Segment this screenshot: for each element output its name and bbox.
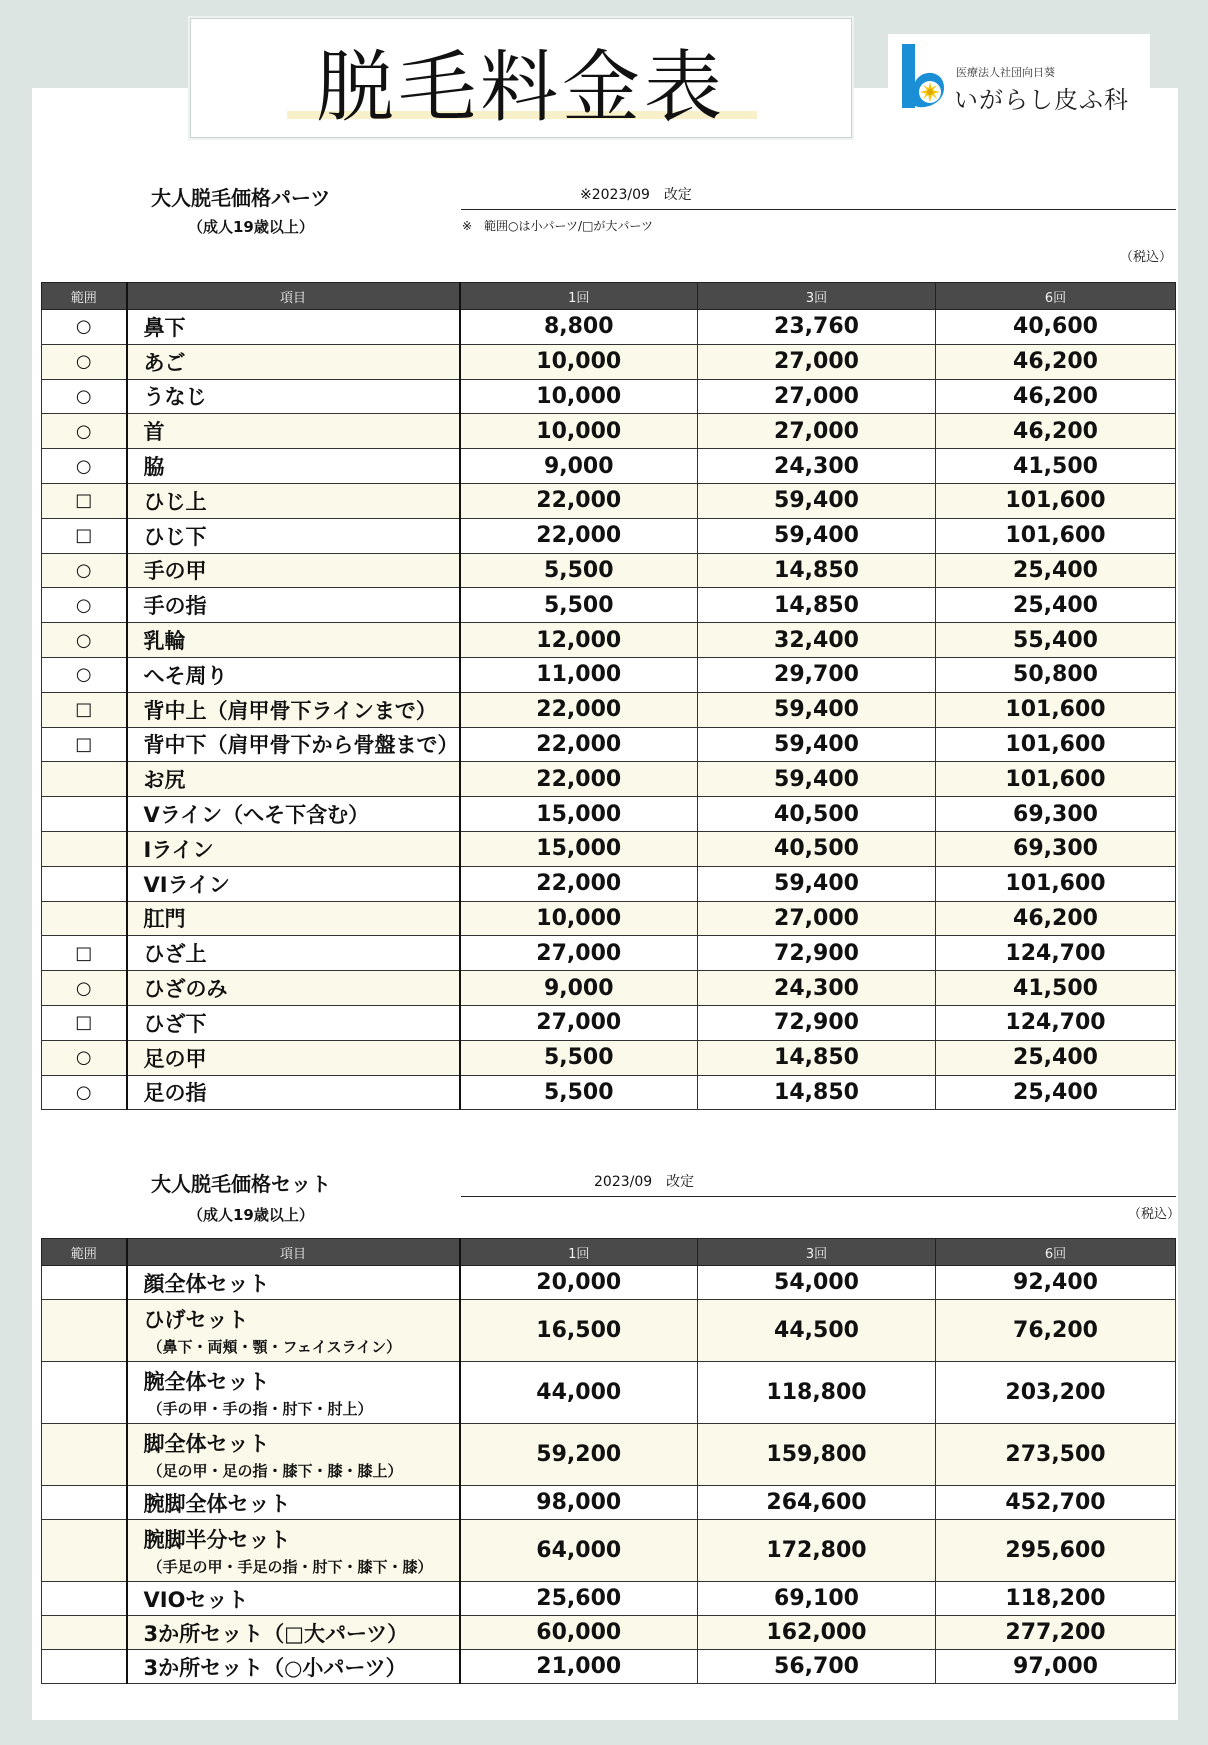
table-row xyxy=(42,449,1176,484)
set-name-cell xyxy=(127,1362,460,1424)
price-1-time: 20,000 xyxy=(460,1266,698,1300)
sets-section-subtitle: （成人19歳以上） xyxy=(188,1206,314,1224)
item-name-cell: 脇 xyxy=(127,449,460,484)
set-name: 腕脚半分セット xyxy=(143,1528,291,1552)
table-row xyxy=(42,518,1176,553)
logo-name: いがらし皮ふ科 xyxy=(954,86,1129,114)
price-6-times: 46,200 xyxy=(936,414,1176,449)
set-name: VIOセット xyxy=(143,1587,249,1612)
price-1-time: 98,000 xyxy=(460,1486,698,1520)
range-cell: ○ xyxy=(42,588,127,623)
price-6-times: 101,600 xyxy=(936,483,1176,518)
set-name-cell xyxy=(127,1300,460,1362)
price-3-times: 14,850 xyxy=(698,1040,936,1075)
price-6-times: 25,400 xyxy=(936,1075,1176,1110)
set-name: 顔全体セット xyxy=(143,1271,270,1296)
parts-price-table xyxy=(41,282,1176,1110)
set-detail: （手の甲・手の指・肘下・肘上） xyxy=(147,1400,373,1418)
item-name-cell: 手の甲 xyxy=(127,553,460,588)
set-detail: （手足の甲・手足の指・肘下・膝下・膝） xyxy=(147,1558,433,1576)
set-name: 腕全体セット xyxy=(143,1370,270,1394)
range-cell: ○ xyxy=(42,379,127,414)
price-6-times: 101,600 xyxy=(936,762,1176,797)
price-1-time: 12,000 xyxy=(460,623,698,658)
table-row xyxy=(42,727,1176,762)
range-cell: □ xyxy=(42,483,127,518)
table-row xyxy=(42,657,1176,692)
header-6-times: 6回 xyxy=(936,1239,1176,1266)
price-3-times: 56,700 xyxy=(698,1650,936,1684)
parts-revised-date: ※2023/09 改定 xyxy=(580,187,692,203)
set-name: 3か所セット（○小パーツ） xyxy=(143,1655,407,1680)
sunflower-b-logo-icon xyxy=(900,42,952,112)
price-1-time: 44,000 xyxy=(460,1362,698,1424)
price-3-times: 27,000 xyxy=(698,901,936,936)
price-1-time: 22,000 xyxy=(460,727,698,762)
range-cell xyxy=(42,1582,127,1616)
parts-divider xyxy=(461,209,1176,210)
clinic-logo xyxy=(888,34,1150,116)
range-cell: ○ xyxy=(42,1075,127,1110)
price-1-time: 9,000 xyxy=(460,971,698,1006)
page-title: 脱毛料金表 xyxy=(315,43,726,133)
item-name-cell: VIライン xyxy=(127,866,460,901)
price-6-times: 50,800 xyxy=(936,657,1176,692)
table-row xyxy=(42,1266,1176,1300)
parts-range-note: ※ 範囲○は小パーツ/□が大パーツ xyxy=(462,219,653,233)
range-cell: ○ xyxy=(42,623,127,658)
sets-tax-note: （税込） xyxy=(1128,1207,1181,1222)
price-6-times: 25,400 xyxy=(936,588,1176,623)
table-row xyxy=(42,797,1176,832)
price-3-times: 27,000 xyxy=(698,344,936,379)
item-name-cell: 背中上（肩甲骨下ラインまで） xyxy=(127,692,460,727)
price-3-times: 159,800 xyxy=(698,1424,936,1486)
range-cell: ○ xyxy=(42,449,127,484)
price-1-time: 64,000 xyxy=(460,1520,698,1582)
price-6-times: 203,200 xyxy=(936,1362,1176,1424)
price-3-times: 59,400 xyxy=(698,727,936,762)
price-6-times: 124,700 xyxy=(936,936,1176,971)
header-3-times: 3回 xyxy=(698,283,936,310)
set-name-cell xyxy=(127,1616,460,1650)
price-3-times: 72,900 xyxy=(698,1005,936,1040)
price-1-time: 5,500 xyxy=(460,588,698,623)
range-cell xyxy=(42,797,127,832)
price-3-times: 24,300 xyxy=(698,449,936,484)
price-1-time: 27,000 xyxy=(460,936,698,971)
range-cell: □ xyxy=(42,518,127,553)
price-3-times: 264,600 xyxy=(698,1486,936,1520)
table-row xyxy=(42,1486,1176,1520)
price-1-time: 9,000 xyxy=(460,449,698,484)
price-1-time: 22,000 xyxy=(460,692,698,727)
table-row xyxy=(42,623,1176,658)
item-name-cell: Iライン xyxy=(127,831,460,866)
price-1-time: 59,200 xyxy=(460,1424,698,1486)
price-1-time: 10,000 xyxy=(460,344,698,379)
price-3-times: 59,400 xyxy=(698,692,936,727)
table-row xyxy=(42,1650,1176,1684)
item-name-cell: 足の指 xyxy=(127,1075,460,1110)
sets-section-title: 大人脱毛価格セット xyxy=(151,1172,331,1196)
price-6-times: 273,500 xyxy=(936,1424,1176,1486)
header-6-times: 6回 xyxy=(936,283,1176,310)
price-1-time: 5,500 xyxy=(460,553,698,588)
item-name-cell: 足の甲 xyxy=(127,1040,460,1075)
price-1-time: 60,000 xyxy=(460,1616,698,1650)
price-3-times: 29,700 xyxy=(698,657,936,692)
parts-section-subtitle: （成人19歳以上） xyxy=(188,218,314,236)
range-cell xyxy=(42,1300,127,1362)
item-name-cell: 手の指 xyxy=(127,588,460,623)
range-cell: ○ xyxy=(42,344,127,379)
price-3-times: 118,800 xyxy=(698,1362,936,1424)
price-1-time: 5,500 xyxy=(460,1040,698,1075)
item-name-cell: ひじ上 xyxy=(127,483,460,518)
range-cell xyxy=(42,1266,127,1300)
price-3-times: 59,400 xyxy=(698,866,936,901)
table-row xyxy=(42,1362,1176,1424)
set-name-cell xyxy=(127,1582,460,1616)
price-6-times: 118,200 xyxy=(936,1582,1176,1616)
price-6-times: 124,700 xyxy=(936,1005,1176,1040)
sets-price-table xyxy=(41,1238,1176,1684)
item-name-cell: 鼻下 xyxy=(127,310,460,345)
sets-divider xyxy=(461,1196,1176,1197)
set-detail: （鼻下・両頬・顎・フェイスライン） xyxy=(147,1338,402,1356)
range-cell xyxy=(42,831,127,866)
price-6-times: 55,400 xyxy=(936,623,1176,658)
table-row xyxy=(42,936,1176,971)
price-1-time: 16,500 xyxy=(460,1300,698,1362)
price-3-times: 14,850 xyxy=(698,588,936,623)
range-cell xyxy=(42,1486,127,1520)
price-6-times: 41,500 xyxy=(936,971,1176,1006)
table-row xyxy=(42,866,1176,901)
table-header-row xyxy=(42,283,1176,310)
price-1-time: 22,000 xyxy=(460,518,698,553)
range-cell: ○ xyxy=(42,414,127,449)
table-row xyxy=(42,692,1176,727)
price-3-times: 27,000 xyxy=(698,414,936,449)
item-name-cell: 乳輪 xyxy=(127,623,460,658)
price-6-times: 101,600 xyxy=(936,692,1176,727)
table-row xyxy=(42,1582,1176,1616)
price-6-times: 101,600 xyxy=(936,727,1176,762)
price-1-time: 22,000 xyxy=(460,483,698,518)
item-name-cell: うなじ xyxy=(127,379,460,414)
item-name-cell: 背中下（肩甲骨下から骨盤まで） xyxy=(127,727,460,762)
set-name-cell xyxy=(127,1266,460,1300)
table-row xyxy=(42,1520,1176,1582)
price-3-times: 59,400 xyxy=(698,762,936,797)
price-6-times: 41,500 xyxy=(936,449,1176,484)
price-1-time: 27,000 xyxy=(460,1005,698,1040)
price-6-times: 69,300 xyxy=(936,797,1176,832)
price-3-times: 40,500 xyxy=(698,831,936,866)
range-cell xyxy=(42,901,127,936)
table-row xyxy=(42,831,1176,866)
header-item: 項目 xyxy=(127,1239,460,1266)
logo-subtitle: 医療法人社団向日葵 xyxy=(956,66,1055,79)
set-name: 腕脚全体セット xyxy=(143,1491,291,1516)
table-header-row xyxy=(42,1239,1176,1266)
price-6-times: 101,600 xyxy=(936,866,1176,901)
item-name-cell: あご xyxy=(127,344,460,379)
price-3-times: 172,800 xyxy=(698,1520,936,1582)
price-6-times: 46,200 xyxy=(936,901,1176,936)
range-cell: □ xyxy=(42,692,127,727)
table-row xyxy=(42,1424,1176,1486)
set-name: ひげセット xyxy=(143,1308,249,1332)
set-name-cell xyxy=(127,1650,460,1684)
price-3-times: 54,000 xyxy=(698,1266,936,1300)
price-6-times: 25,400 xyxy=(936,553,1176,588)
range-cell xyxy=(42,1424,127,1486)
price-3-times: 14,850 xyxy=(698,1075,936,1110)
range-cell: ○ xyxy=(42,553,127,588)
range-cell xyxy=(42,1520,127,1582)
header-range: 範囲 xyxy=(42,283,127,310)
table-row xyxy=(42,762,1176,797)
price-3-times: 59,400 xyxy=(698,518,936,553)
range-cell: □ xyxy=(42,1005,127,1040)
range-cell xyxy=(42,866,127,901)
item-name-cell: ひざ下 xyxy=(127,1005,460,1040)
table-row xyxy=(42,1616,1176,1650)
price-6-times: 277,200 xyxy=(936,1616,1176,1650)
price-1-time: 15,000 xyxy=(460,831,698,866)
parts-tax-note: （税込） xyxy=(1120,250,1173,265)
price-1-time: 10,000 xyxy=(460,379,698,414)
price-6-times: 452,700 xyxy=(936,1486,1176,1520)
range-cell xyxy=(42,762,127,797)
table-row xyxy=(42,971,1176,1006)
set-detail: （足の甲・足の指・膝下・膝・膝上） xyxy=(147,1462,403,1480)
price-3-times: 14,850 xyxy=(698,553,936,588)
price-1-time: 22,000 xyxy=(460,866,698,901)
table-row xyxy=(42,588,1176,623)
range-cell: ○ xyxy=(42,657,127,692)
price-3-times: 162,000 xyxy=(698,1616,936,1650)
title-box xyxy=(190,18,852,138)
price-6-times: 46,200 xyxy=(936,344,1176,379)
price-6-times: 40,600 xyxy=(936,310,1176,345)
price-3-times: 23,760 xyxy=(698,310,936,345)
price-6-times: 46,200 xyxy=(936,379,1176,414)
table-row xyxy=(42,1005,1176,1040)
price-6-times: 69,300 xyxy=(936,831,1176,866)
header-3-times: 3回 xyxy=(698,1239,936,1266)
table-row xyxy=(42,310,1176,345)
price-3-times: 27,000 xyxy=(698,379,936,414)
item-name-cell: へそ周り xyxy=(127,657,460,692)
item-name-cell: ひざのみ xyxy=(127,971,460,1006)
table-row xyxy=(42,1040,1176,1075)
price-6-times: 25,400 xyxy=(936,1040,1176,1075)
header-range: 範囲 xyxy=(42,1239,127,1266)
item-name-cell: Vライン（へそ下含む） xyxy=(127,797,460,832)
price-1-time: 5,500 xyxy=(460,1075,698,1110)
table-row xyxy=(42,1300,1176,1362)
price-6-times: 76,200 xyxy=(936,1300,1176,1362)
price-6-times: 101,600 xyxy=(936,518,1176,553)
item-name-cell: 首 xyxy=(127,414,460,449)
table-row xyxy=(42,483,1176,518)
range-cell xyxy=(42,1650,127,1684)
sets-revised-date: 2023/09 改定 xyxy=(594,1174,695,1190)
price-3-times: 24,300 xyxy=(698,971,936,1006)
parts-section-title: 大人脱毛価格パーツ xyxy=(151,186,331,210)
set-name: 脚全体セット xyxy=(143,1432,270,1456)
price-1-time: 10,000 xyxy=(460,901,698,936)
range-cell: □ xyxy=(42,936,127,971)
table-row xyxy=(42,379,1176,414)
header-1-time: 1回 xyxy=(460,1239,698,1266)
table-row xyxy=(42,414,1176,449)
item-name-cell: ひじ下 xyxy=(127,518,460,553)
range-cell xyxy=(42,1616,127,1650)
item-name-cell: 肛門 xyxy=(127,901,460,936)
price-3-times: 32,400 xyxy=(698,623,936,658)
price-1-time: 11,000 xyxy=(460,657,698,692)
price-6-times: 295,600 xyxy=(936,1520,1176,1582)
price-3-times: 59,400 xyxy=(698,483,936,518)
set-name-cell xyxy=(127,1520,460,1582)
set-name: 3か所セット（□大パーツ） xyxy=(143,1621,409,1646)
item-name-cell: お尻 xyxy=(127,762,460,797)
set-name-cell xyxy=(127,1486,460,1520)
set-name-cell xyxy=(127,1424,460,1486)
table-row xyxy=(42,901,1176,936)
price-1-time: 21,000 xyxy=(460,1650,698,1684)
range-cell: ○ xyxy=(42,310,127,345)
range-cell: ○ xyxy=(42,1040,127,1075)
price-1-time: 10,000 xyxy=(460,414,698,449)
range-cell xyxy=(42,1362,127,1424)
price-1-time: 25,600 xyxy=(460,1582,698,1616)
price-1-time: 8,800 xyxy=(460,310,698,345)
price-3-times: 69,100 xyxy=(698,1582,936,1616)
price-1-time: 22,000 xyxy=(460,762,698,797)
price-6-times: 92,400 xyxy=(936,1266,1176,1300)
range-cell: □ xyxy=(42,727,127,762)
price-1-time: 15,000 xyxy=(460,797,698,832)
price-3-times: 72,900 xyxy=(698,936,936,971)
table-row xyxy=(42,1075,1176,1110)
price-6-times: 97,000 xyxy=(936,1650,1176,1684)
price-3-times: 40,500 xyxy=(698,797,936,832)
item-name-cell: ひざ上 xyxy=(127,936,460,971)
header-1-time: 1回 xyxy=(460,283,698,310)
header-item: 項目 xyxy=(127,283,460,310)
table-row xyxy=(42,344,1176,379)
price-3-times: 44,500 xyxy=(698,1300,936,1362)
range-cell: ○ xyxy=(42,971,127,1006)
table-row xyxy=(42,553,1176,588)
